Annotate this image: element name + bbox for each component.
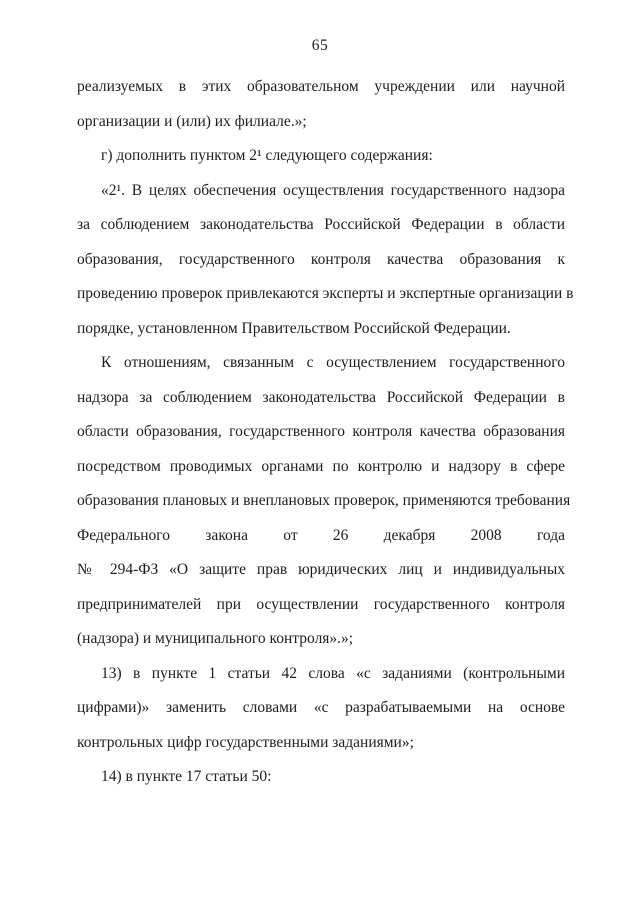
paragraph [77, 174, 574, 347]
text-line: К отношениям, связанным с осуществлением государственного [101, 354, 565, 371]
text-line: области образования, государственного контроля качества образования [77, 423, 565, 440]
text-line: (надзора) и муниципального контроля».»; [77, 630, 354, 647]
text-line: проведению проверок привлекаются эксперты и экспертные организации в [77, 285, 574, 302]
text-line: «2¹. В целях обеспечения осуществления государственного надзора [101, 181, 565, 199]
text-line: реализуемых в этих образовательном учреждении или научной [77, 78, 565, 95]
text-line: надзора за соблюдением законодательства Российской Федерации в [77, 388, 565, 406]
text-line: за соблюдением законодательства Российской Федерации в области [77, 216, 565, 233]
text-line: организации и (или) их филиале.»; [77, 112, 307, 130]
text-line: Федерального закона от 26 декабря 2008 года [77, 526, 565, 544]
text-line: г) дополнить пунктом 2¹ следующего содержания: [101, 147, 433, 164]
paragraph [77, 139, 565, 174]
paragraph [77, 346, 571, 657]
paragraph [77, 760, 565, 795]
paragraph [77, 657, 565, 761]
text-line: образования плановых и внеплановых проверок, применяются требования [77, 492, 571, 509]
text-line: образования, государственного контроля качества образования к [77, 250, 565, 268]
text-line: цифрами)» заменить словами «с разрабатываемыми на основе [77, 699, 565, 716]
text-line: 13) в пункте 1 статьи 42 слова «с заданиями (контрольными [101, 664, 565, 682]
document-body [77, 70, 574, 795]
paragraph [77, 70, 565, 139]
page-number: 65 [311, 37, 329, 54]
text-line: порядке, установленном Правительством Российской Федерации. [77, 319, 511, 337]
text-line: посредством проводимых органами по контролю и надзору в сфере [77, 457, 565, 475]
text-line: № 294-ФЗ «О защите прав юридических лиц и индивидуальных [77, 561, 565, 578]
text-line: предпринимателей при осуществлении государственного контроля [77, 595, 565, 613]
text-line: контрольных цифр государственными заданиями»; [77, 733, 414, 751]
text-line: 14) в пункте 17 статьи 50: [101, 768, 272, 785]
